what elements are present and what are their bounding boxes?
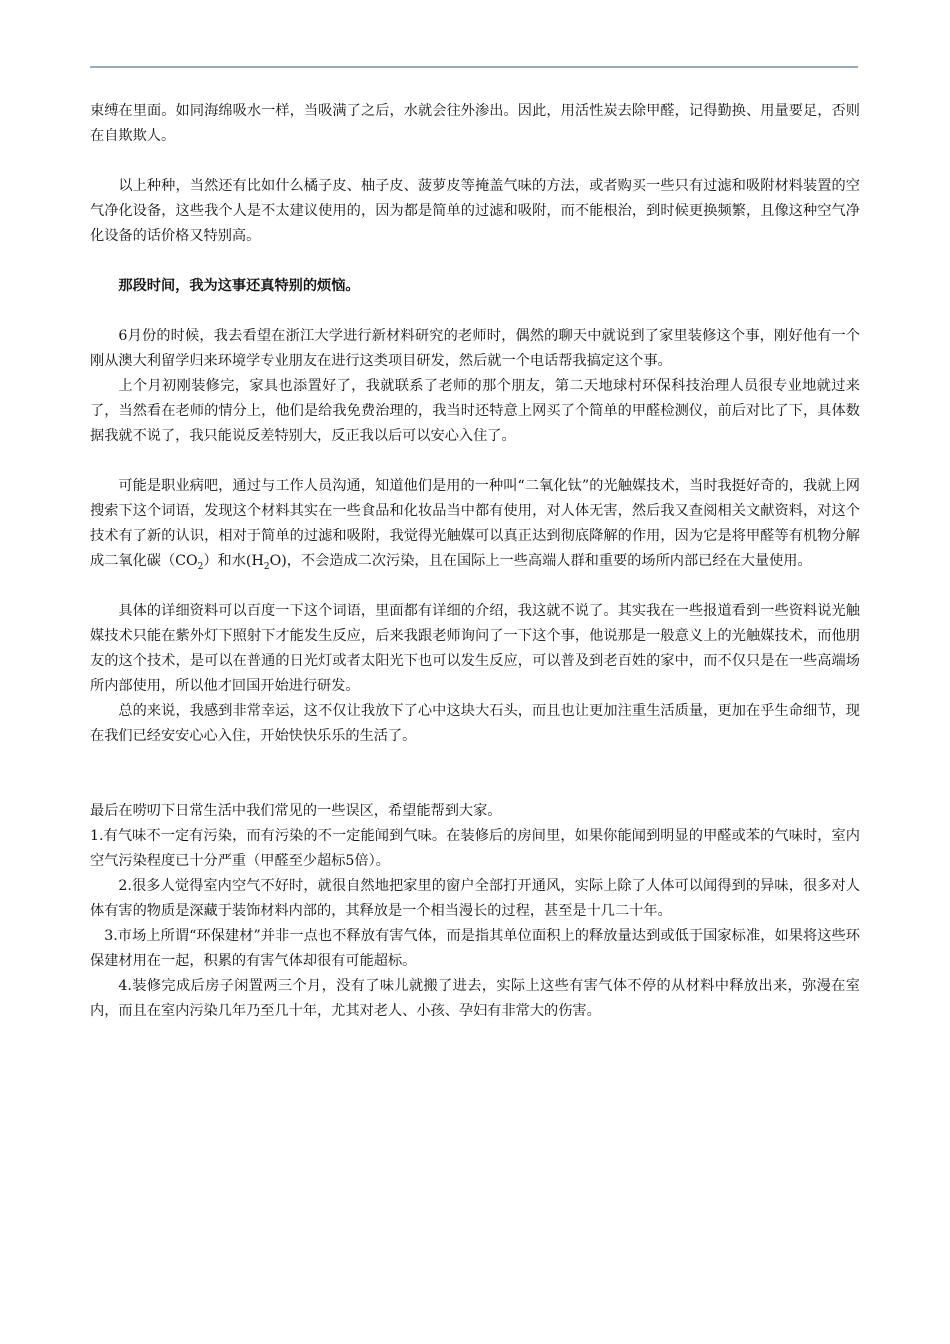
h2o-subscript: 2	[263, 561, 270, 572]
list-item-misconception-1: 1.有气味不一定有污染，而有污染的不一定能闻到气味。在装修后的房间里，如果你能闻到明显的甲醛或苯的气味时，室内空气污染程度已十分严重（甲醛至少超标5倍）。	[90, 828, 860, 869]
paragraph-last-month: 上个月初刚装修完，家具也添置好了，我就联系了老师的那个朋友，第二天地球村环保科技治理人员很专业地就过来了，当然看在老师的情分上，他们是给我免费治理的，我当时还特意上网买了个简单的甲醛检测仪，前后对比了下，具体数据我就不说了，我只能说反差特别大，反正我以后可以安心入住了。	[90, 378, 860, 444]
list-item-misconception-4: 4.装修完成后房子闲置两三个月，没有了味儿就搬了进去，实际上这些有害气体不停的从材料中释放出来，弥漫在室内，而且在室内污染几年乃至几十年，尤其对老人、小孩、孕妇有非常大的伤害。	[90, 978, 860, 1019]
paragraph-other-methods: 以上种种，当然还有比如什么橘子皮、柚子皮、菠萝皮等掩盖气味的方法，或者购买一些只有过滤和吸附材料装置的空气净化设备，这些我个人是不太建议使用的，因为都是简单的过滤和吸附，而不能根治，到时候更换频繁，且像这种空气净化设备的话价格又特别高。	[90, 178, 860, 244]
paragraph-activated-carbon: 束缚在里面。如同海绵吸水一样，当吸满了之后，水就会往外渗出。因此，用活性炭去除甲醛，记得勤换、用量要足，否则在自欺欺人。	[90, 103, 860, 144]
header-rule	[90, 66, 858, 68]
photocatalyst-text-a: 可能是职业病吧，通过与工作人员沟通，知道他们是用的一种叫“二氧化钛”的光触媒技术，当时我挺好奇的，我就上网搜索下这个词语，发现这个材料其实在一些食品和化妆品当中都有使用，对人体无害，然后我又查阅相关文献资料，对这个技术有了新的认识，相对于简单的过滤和吸附，我觉得光触媒可以真正达到彻底降解的作用，因为它是将甲醛等有机物分解成二氧化碳（CO	[90, 478, 860, 569]
photocatalyst-text-b: ）和水(H	[203, 553, 264, 569]
paragraph-troubled-heading: 那段时间，我为这事还真特别的烦恼。	[118, 278, 360, 294]
paragraph-summary: 总的来说，我感到非常幸运，这不仅让我放下了心中这块大石头，而且也让更加注重生活质量，更加在乎生命细节，现在我们已经安安心心入住，开始快快乐乐的生活了。	[90, 703, 860, 744]
list-item-misconception-2: 2.很多人觉得室内空气不好时，就很自然地把家里的窗户全部打开通风，实际上除了人体可以闻得到的异味，很多对人体有害的物质是深藏于装饰材料内部的，其释放是一个相当漫长的过程，甚至是十几二十年。	[90, 878, 860, 919]
paragraph-june-visit: 6月份的时候，我去看望在浙江大学进行新材料研究的老师时，偶然的聊天中就说到了家里装修这个事，刚好他有一个刚从澳大利留学归来环境学专业朋友在进行这类项目研发，然后就一个电话帮我搞定这个事。	[90, 328, 860, 369]
photocatalyst-text-c: O)，不会造成二次污染，且在国际上一些高端人群和重要的场所内部已经在大量使用。	[269, 553, 812, 569]
paragraph-misconceptions-intro: 最后在唠叨下日常生活中我们常见的一些误区，希望能帮到大家。	[90, 803, 502, 819]
paragraph-details: 具体的详细资料可以百度一下这个词语，里面都有详细的介绍，我这就不说了。其实我在一些报道看到一些资料说光触媒技术只能在紫外灯下照射下才能发生反应，后来我跟老师询问了一下这个事，他说那是一般意义上的光触媒技术，而他朋友的这个技术，是可以在普通的日光灯或者太阳光下也可以发生反应，可以普及到老百姓的家中，而不仅只是在一些高端场所内部使用，所以他才回国开始进行研发。	[90, 603, 860, 694]
co2-subscript: 2	[197, 561, 204, 572]
document-body	[90, 99, 860, 1024]
paragraph-photocatalyst	[90, 474, 860, 574]
list-item-misconception-3: 3.市场上所谓“环保建材”并非一点也不释放有害气体，而是指其单位面积上的释放量达到或低于国家标准，如果将这些环保建材用在一起，积累的有害气体却很有可能超标。	[90, 928, 860, 969]
